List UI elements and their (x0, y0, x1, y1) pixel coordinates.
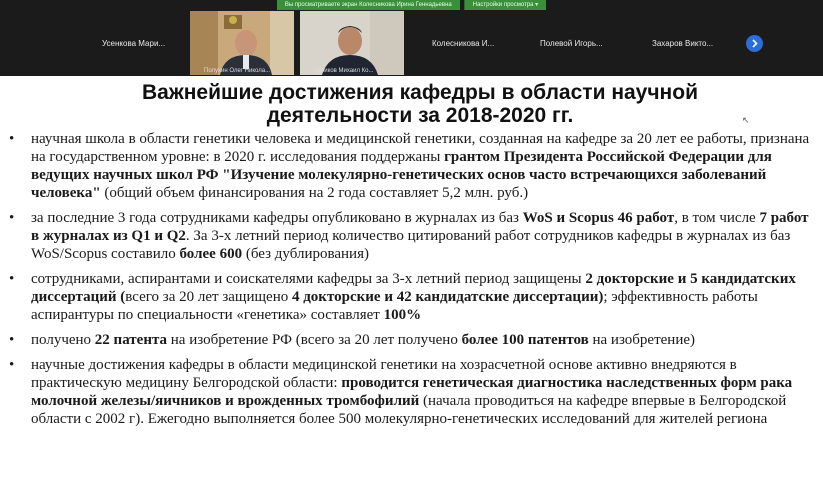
achievement-text: за последние 3 года сотрудниками кафедры опубликовано в журналах из баз (31, 210, 523, 226)
achievement-text-bold: проводится генетическая диагностика наследственных форм рака молочной железы/яичников и врожденных тромбофилий (31, 375, 793, 409)
participant-tile[interactable] (84, 10, 184, 76)
participant-name: Полевой Игорь... (540, 39, 603, 48)
participant-video[interactable] (300, 11, 404, 75)
achievement-item (0, 130, 815, 202)
achievement-text: получено (31, 332, 95, 348)
slide-title-line: деятельности за 2018-2020 гг. (266, 104, 574, 127)
video-caption: Полухин Олег Никола... (204, 68, 271, 74)
achievement-text-bold: грантом Президента Российской Федерации для ведущих научных школ РФ "Изучение молекулярно-генетических основ часто встречающихся заболеваний человека" (31, 149, 772, 201)
slide-title (40, 81, 800, 127)
participant-tile[interactable] (416, 10, 522, 76)
achievement-text-bold: 22 патента (94, 332, 168, 348)
achievement-text: сотрудниками, аспирантами и соискателями кафедры за 3-х летний период защищены (31, 271, 586, 287)
achievement-text-bold: 2 докторские и 5 кандидатских диссертаций ( (31, 271, 796, 305)
view-options-button[interactable]: Настройки просмотра ▾ (464, 0, 546, 10)
achievement-text-bold: более 100 патентов (461, 332, 589, 348)
achievement-item (0, 356, 815, 428)
video-frame-room (300, 11, 404, 75)
achievement-item (0, 331, 815, 349)
participant-name: Усенкова Мари... (102, 39, 166, 48)
achievement-item (0, 209, 815, 263)
achievement-text: на изобретение) (588, 332, 695, 348)
participant-name: Колесникова И... (432, 39, 495, 48)
next-participants-button[interactable] (746, 35, 763, 52)
achievement-text-bold: 4 докторские и 42 кандидатские диссертации) (291, 289, 604, 305)
screen-share-text: Вы просматриваете экран Колесникова Ирина Геннадьевна (277, 0, 460, 10)
achievement-item (0, 270, 815, 324)
achievement-text-bold: 7 работ в журналах из Q1 и Q2 (31, 210, 809, 244)
achievement-text: , в том числе (674, 210, 760, 226)
participant-name: Захаров Викто... (652, 39, 714, 48)
achievement-text: научная школа в области генетики человека и медицинской генетики, созданная на кафедре за 20 лет ее работы, признана на государственном уровне: в 2020 г. исследования поддержаны (31, 131, 810, 165)
achievement-text: (общий объем финансирования на 2 года составляет 5,2 млн. руб.) (100, 185, 529, 201)
achievement-text: (без дублирования) (242, 246, 369, 262)
mouse-cursor-icon: ↖ (742, 116, 750, 126)
achievement-text: на изобретение РФ (всего за 20 лет получено (167, 332, 462, 348)
achievement-text: всего за 20 лет защищено (125, 289, 292, 305)
achievement-text: научные достижения кафедры в области медицинской генетики на хозрасчетной основе активно внедряются в практическую медицину Белгородской области: (31, 357, 737, 391)
video-conference-bar (0, 0, 823, 76)
achievement-text: . За 3-х летний период количество цитирований работ сотрудников кафедры в журналах из баз WoS/Scopus составило (31, 228, 791, 262)
chevron-right-icon (750, 39, 759, 48)
slide-title-line: Важнейшие достижения кафедры в области научной (142, 81, 698, 104)
achievement-text-bold: WoS и Scopus 46 работ (522, 210, 675, 226)
achievement-text-bold: 100% (383, 307, 422, 323)
video-frame-office (190, 11, 294, 75)
participant-tile[interactable] (527, 10, 633, 76)
achievement-text: ; эффективность работы аспирантуры по специальности «генетика» составляет (31, 289, 758, 323)
participant-tile[interactable] (638, 10, 738, 76)
achievement-list (0, 130, 815, 435)
participant-video[interactable] (190, 11, 294, 75)
video-caption: Чуриков Михаил Ко... (314, 68, 374, 74)
shared-slide (0, 76, 823, 495)
achievement-text: (начала проводиться на кафедре впервые в Белгородской области с 2002 г). Ежегодно выполняется более 500 молекулярно-генетических исследований для жителей региона (31, 393, 787, 427)
achievement-text-bold: более 600 (179, 246, 243, 262)
screen-share-banner (0, 0, 823, 10)
